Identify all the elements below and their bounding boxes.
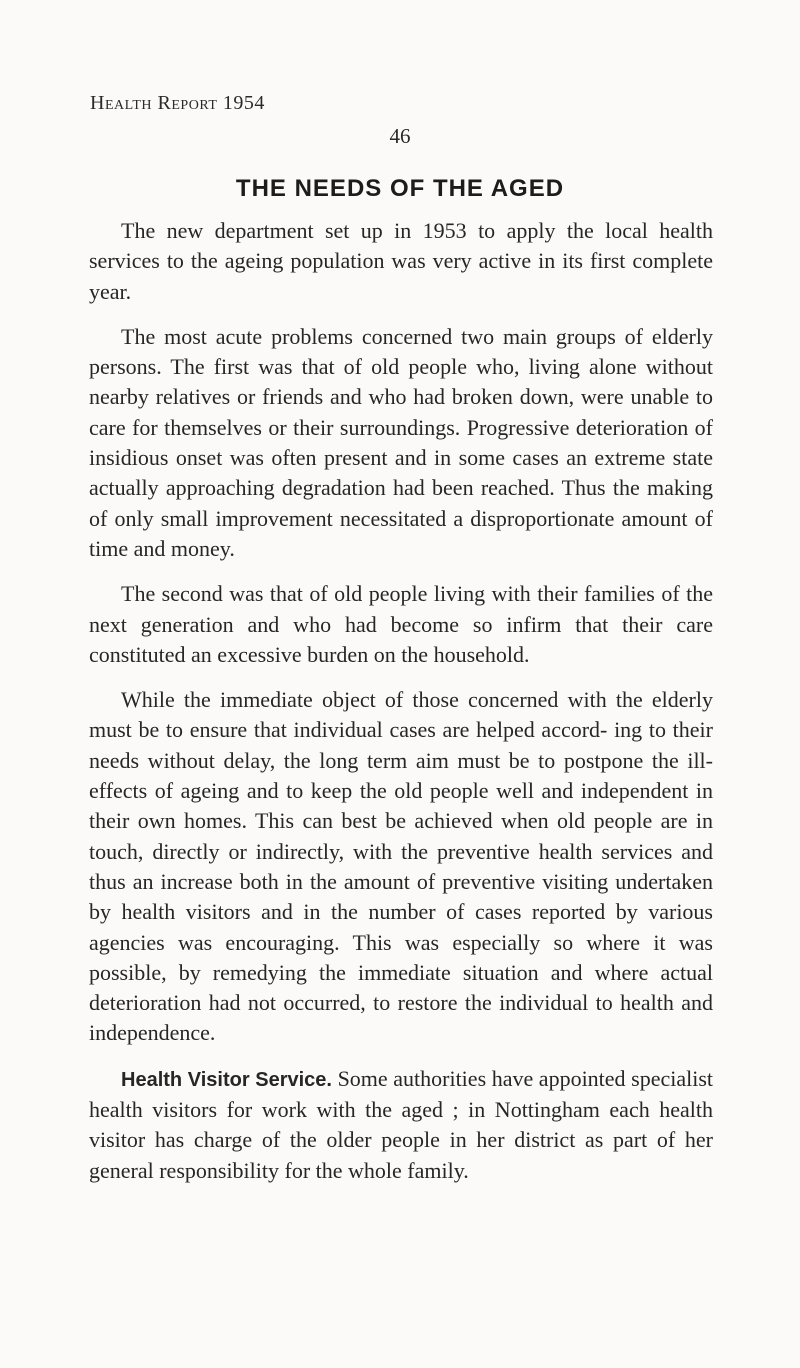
paragraph-immediate-object: While the immediate object of those concerned with the elderly must be to ensure that individual cases are helped accord- ing to their needs without delay, the long term aim must be to postpone the ill-effects of ageing and to keep the old people well and independent in their own homes. This can best be achieved when old people are in touch, directly or indirectly, with the preventive health services and thus an increase both in the amount of preventive visiting undertaken by health visitors and in the number of cases reported by various agencies was encouraging. This was especially so where it was possible, by remedying the immediate situation and where actual deterioration had not occurred, to restore the individual to health and independence. <box>89 687 713 1046</box>
section-text: Some authorities have appointed specialist health visitors for work with the aged ; in Nottingham each health visitor has charge of the older people in her district as part of her general responsibility for the whole family. <box>89 1065 713 1183</box>
body-text <box>89 216 713 1201</box>
page-title: THE NEEDS OF THE AGED <box>235 175 565 202</box>
page-number: 46 <box>389 124 411 148</box>
paragraph-acute-problems: The most acute problems concerned two main groups of elderly persons. The first was that of old people who, living alone without nearby relatives or friends and who had broken down, were unable to care for themselves or their surroundings. Progressive deterioration of insidious onset was often present and in some cases an extreme state actually approaching degradation had been reached. Thus the making of only small improvement necessitated a disproportionate amount of time and money. <box>89 323 713 561</box>
paragraph-second-group: The second was that of old people living with their families of the next generation and who had become so infirm that their care constituted an excessive burden on the household. <box>89 581 713 667</box>
running-head: Health Report 1954 <box>90 92 265 114</box>
section-heading: Health Visitor Service. <box>121 1068 332 1091</box>
paragraph-health-visitor-service <box>89 1064 713 1186</box>
paragraph-intro: The new department set up in 1953 to apply the local health services to the ageing population was very active in its first complete year. <box>89 218 713 304</box>
